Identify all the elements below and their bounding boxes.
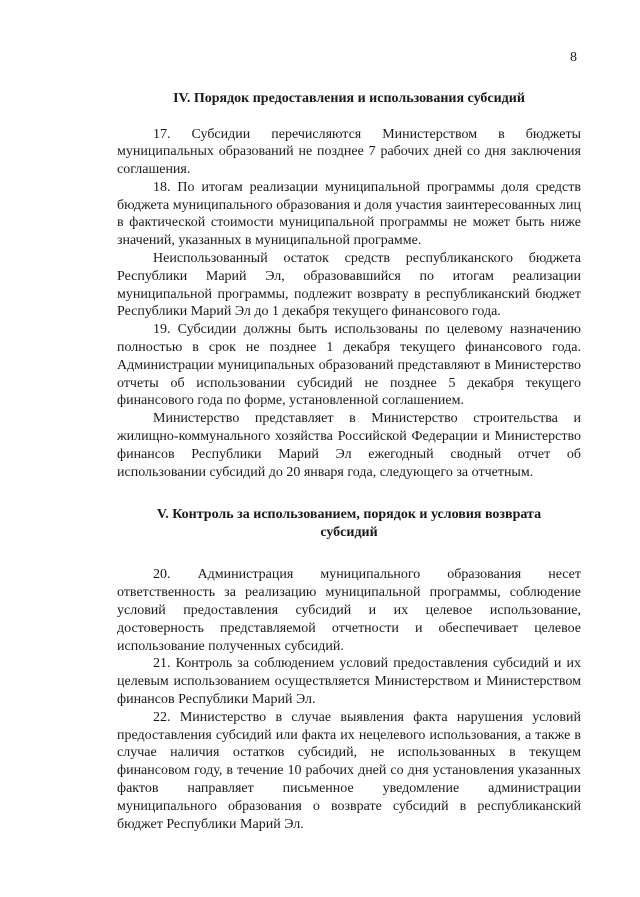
section-5-title-line-1: V. Контроль за использованием, порядок и условия возврата xyxy=(156,507,542,523)
section-4-title: IV. Порядок предоставления и использования субсидий xyxy=(173,91,525,106)
paragraph-22: 22. Министерство в случае выявления факта нарушения условий предоставления субсидий или факта их нецелевого использования, а также в случае наличия остатков субсидий, не использованных в текущем финансовом году, в течение 10 рабочих дней со дня установления указанных фактов направляет письменное уведомление администрации муниципального образования о возврате субсидий в республиканский бюджет Республики Марий Эл. xyxy=(117,709,581,832)
section-5-title-line-2: субсидий xyxy=(320,524,378,540)
paragraph-19: 19. Субсидии должны быть использованы по целевому назначению полностью в срок не позднее 1 декабря текущего финансового года. Администрации муниципальных образований представляют в Министерство отчеты об использовании субсидий не позднее 5 декабря текущего финансового года по форме, установленной соглашением. xyxy=(117,322,581,409)
paragraph-21: 21. Контроль за соблюдением условий предоставления субсидий и их целевым использованием осуществляется Министерством и Министерством финансов Республики Марий Эл. xyxy=(117,656,581,708)
paragraph-18-unused-balance: Неиспользованный остаток средств республиканского бюджета Республики Марий Эл, образовавшийся по итогам реализации муниципальной программы, подлежит возврату в республиканский бюджет Республики Марий Эл до 1 декабря текущего финансового года. xyxy=(117,251,581,320)
document-body xyxy=(117,90,581,833)
section-5-title xyxy=(117,506,581,541)
page-number: 8 xyxy=(570,50,577,65)
paragraph-17: 17. Субсидии перечисляются Министерством в бюджеты муниципальных образований не позднее 7 рабочих дней со дня заключения соглашения. xyxy=(117,126,581,178)
paragraph-19-summary-report: Министерство представляет в Министерство строительства и жилищно-коммунального хозяйства Российской Федерации и Министерство финансов Республики Марий Эл ежегодный сводный отчет об использовании субсидий до 20 января года, следующего за отчетным. xyxy=(117,411,581,480)
paragraph-18: 18. По итогам реализации муниципальной программы доля средств бюджета муниципального образования и доля участия заинтересованных лиц в фактической стоимости муниципальной программы не может быть ниже значений, указанных в муниципальной программе. xyxy=(117,179,581,249)
paragraph-20: 20. Администрация муниципального образования несет ответственность за реализацию муниципальной программы, соблюдение условий предоставления субсидий и их целевое использование, достоверность представляемой отчетности и обеспечивает целевое использование полученных субсидий. xyxy=(117,567,581,654)
